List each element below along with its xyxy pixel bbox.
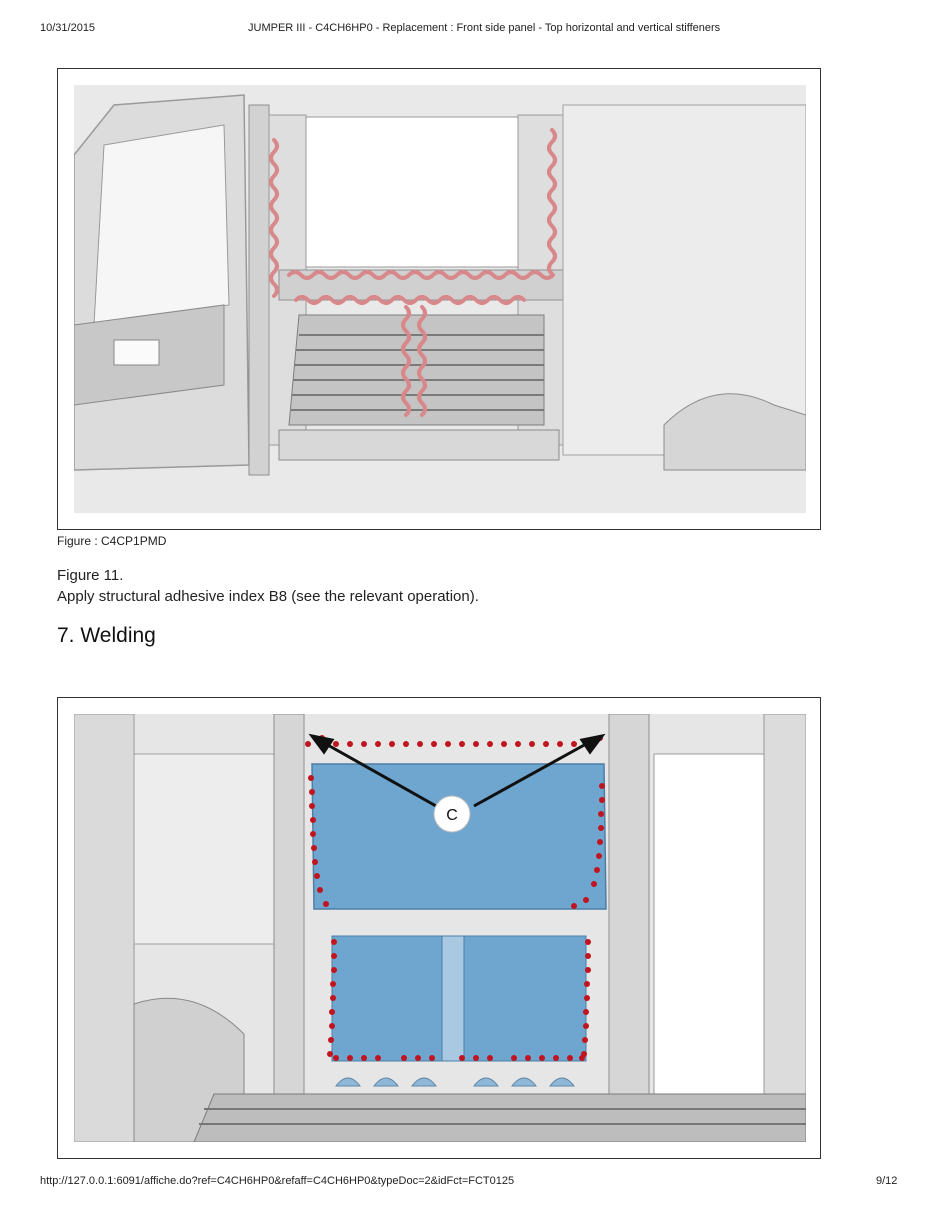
panel-welding-drawing [74,714,806,1142]
callout-label: C [446,807,458,824]
figure-caption: Figure : C4CP1PMD [57,534,167,548]
instruction-text: Apply structural adhesive index B8 (see the relevant operation). [57,588,479,605]
footer-url: http://127.0.0.1:6091/affiche.do?ref=C4CH6HP0&refaff=C4CH6HP0&typeDoc=2&idFct=FCT0125 [40,1175,515,1187]
van-side-adhesive-drawing [74,85,806,513]
figure-label: Figure 11. [57,567,124,584]
header-date: 10/31/2015 [40,22,96,34]
figure-adhesive-illustration [57,68,821,530]
footer-page-number: 9/12 [876,1175,898,1187]
header-title: JUMPER III - C4CH6HP0 - Replacement : Front side panel - Top horizontal and vertical stiffeners [248,22,721,34]
section-heading: 7. Welding [57,624,156,647]
figure-welding-illustration [57,697,821,1159]
